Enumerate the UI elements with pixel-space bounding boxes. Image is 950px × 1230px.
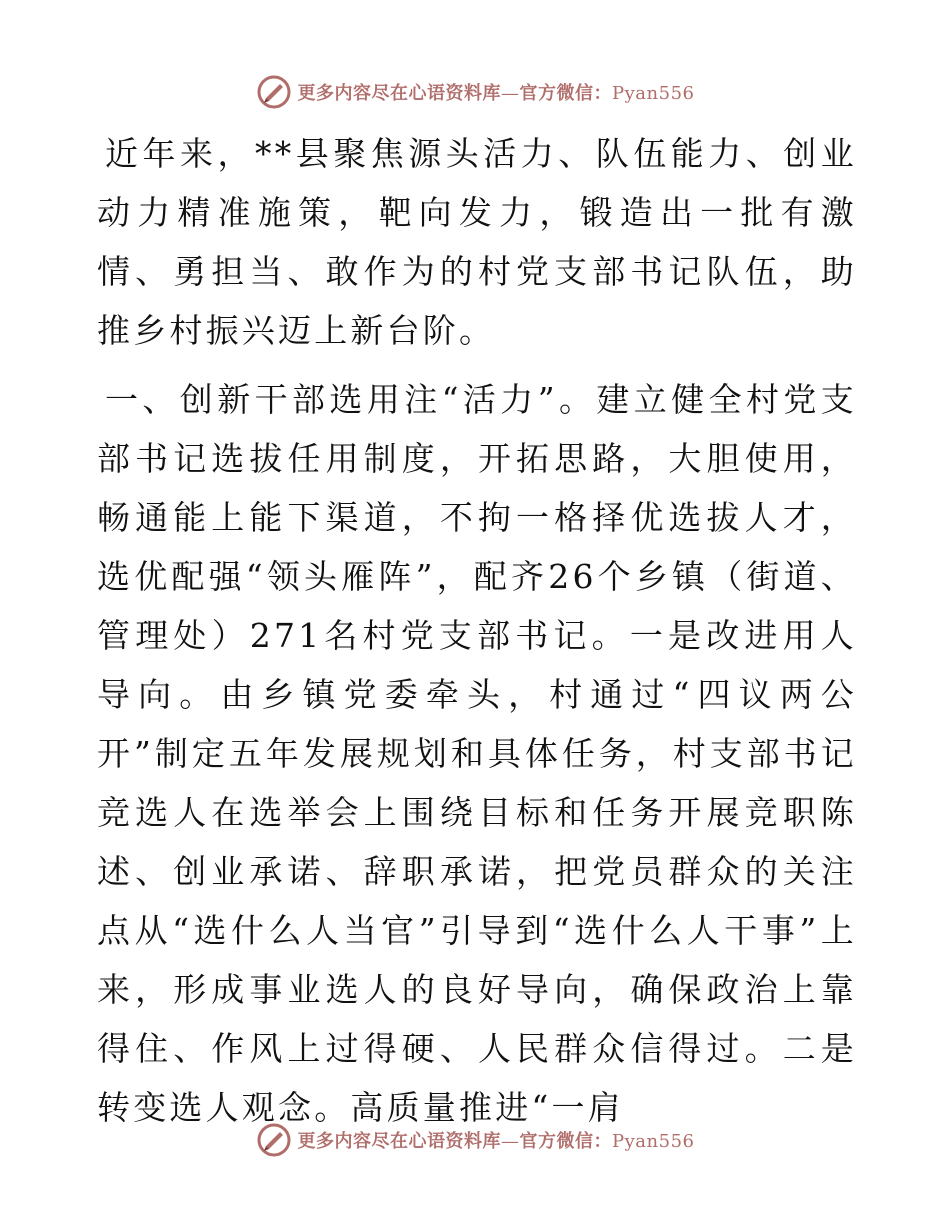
- document-body: [97, 124, 857, 1147]
- watermark-contact-label: 官方微信：: [519, 83, 613, 104]
- footer-watermark: [0, 1118, 950, 1162]
- watermark-dash: —: [501, 83, 520, 104]
- watermark-site: 更多内容尽在心语资料库: [297, 1131, 502, 1152]
- watermark-contact-id: Pyan556: [612, 83, 695, 104]
- watermark-contact-id: Pyan556: [612, 1131, 695, 1152]
- watermark-dash: —: [501, 1131, 520, 1152]
- pen-logo-icon: [256, 1122, 292, 1158]
- watermark-site: 更多内容尽在心语资料库: [297, 83, 502, 104]
- pen-logo-icon: [256, 74, 292, 110]
- watermark-contact-label: 官方微信：: [519, 1131, 613, 1152]
- watermark-text: [298, 79, 695, 105]
- header-watermark: [0, 70, 950, 114]
- paragraph-intro: 近年来，**县聚焦源头活力、队伍能力、创业动力精准施策，靶向发力，锻造出一批有激情、勇担当、敢作为的村党支部书记队伍，助推乡村振兴迈上新台阶。: [97, 134, 857, 350]
- watermark-text: [298, 1127, 695, 1153]
- paragraph-section-one: 一、创新干部选用注“活力”。建立健全村党支部书记选拔任用制度，开拓思路，大胆使用，畅通能上能下渠道，不拘一格择优选拔人才，选优配强“领头雁阵”，配齐26个乡镇（街道、管理处）271名村党支部书记。一是改进用人导向。由乡镇党委牵头，村通过“四议两公开”制定五年发展规划和具体任务，村支部书记竞选人在选举会上围绕目标和任务开展竞职陈述、创业承诺、辞职承诺，把党员群众的关注点从“选什么人当官”引导到“选什么人干事”上来，形成事业选人的良好导向，确保政治上靠得住、作风上过得硬、人民群众信得过。二是转变选人观念。高质量推进“一肩: [97, 380, 857, 1127]
